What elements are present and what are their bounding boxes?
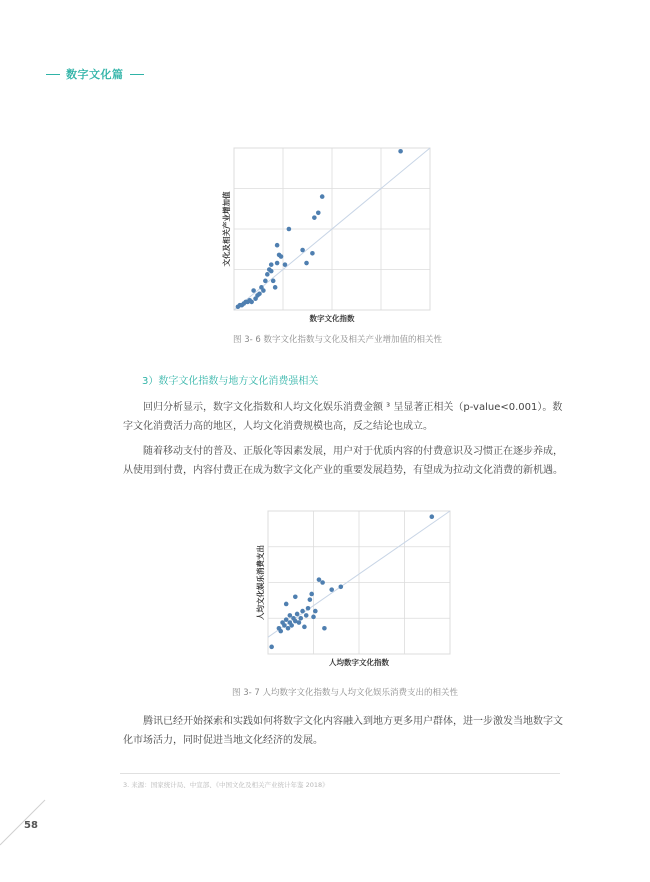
- header-title: 数字文化篇: [66, 68, 124, 81]
- data-point: [279, 254, 284, 259]
- paragraph-1: 回归分析显示，数字文化指数和人均文化娱乐消费金额 ³ 呈显著正相关（p-value<0.001）。数字文化消费活力高的地区，人均文化消费规模也高，反之结论也成立。: [123, 402, 563, 432]
- figure-caption-2: 图 3- 7 人均数字文化指数与人均文化娱乐消费支出的相关性: [232, 688, 458, 698]
- data-point: [263, 279, 268, 284]
- data-point: [282, 623, 287, 628]
- data-point: [261, 288, 266, 293]
- data-point: [304, 261, 309, 266]
- data-point: [306, 606, 311, 611]
- data-point: [295, 612, 300, 617]
- data-point: [289, 623, 294, 628]
- data-point: [309, 592, 314, 597]
- y-axis-label: 人均文化娱乐消费支出: [256, 545, 265, 620]
- page-number: 58: [24, 820, 38, 831]
- data-point: [265, 272, 270, 277]
- data-point: [269, 262, 274, 267]
- data-point: [398, 149, 403, 154]
- data-point: [293, 595, 298, 600]
- data-point: [284, 617, 289, 622]
- data-point: [310, 251, 315, 256]
- data-point: [312, 215, 317, 220]
- data-point: [317, 577, 322, 582]
- section-heading: 3）数字文化指数与地方文化消费强相关: [142, 376, 319, 387]
- data-point: [287, 227, 292, 232]
- data-point: [298, 616, 303, 621]
- data-point: [311, 615, 316, 620]
- figure-caption-1: 图 3- 6 数字文化指数与文化及相关产业增加值的相关性: [233, 335, 442, 345]
- paragraph-2: 随着移动支付的普及、正版化等因素发展，用户对于优质内容的付费意识及习惯正在逐步养成，从使用到付费，内容付费正在成为数字文化产业的重要发展趋势，有望成为拉动文化消费的新机遇。: [123, 446, 563, 476]
- data-point: [271, 279, 276, 284]
- data-point: [300, 248, 305, 253]
- paragraph-3: 腾讯已经开始探索和实践如何将数字文化内容融入到地方更多用户群体，进一步激发当地数字文化市场活力，同时促进当地文化经济的发展。: [123, 716, 563, 746]
- scatter-chart-2: [230, 508, 460, 678]
- scatter-chart-1: [200, 145, 440, 330]
- data-point: [302, 625, 307, 630]
- data-point: [320, 580, 325, 585]
- x-axis-label: 人均数字文化指数: [329, 658, 389, 667]
- data-point: [278, 629, 283, 634]
- header-dash-right: [130, 74, 144, 75]
- data-point: [300, 609, 305, 614]
- data-point: [430, 514, 435, 519]
- footnote: 3. 来源：国家统计局、中宣部、《中国文化及相关产业统计年鉴 2018》: [123, 781, 329, 789]
- data-point: [269, 269, 274, 274]
- data-point: [284, 602, 289, 607]
- data-point: [329, 587, 334, 592]
- data-point: [283, 262, 288, 267]
- data-point: [249, 300, 254, 305]
- data-point: [269, 645, 274, 650]
- data-point: [273, 285, 278, 290]
- data-point: [275, 261, 280, 266]
- x-axis-label: 数字文化指数: [309, 314, 355, 323]
- footnote-divider: [120, 773, 560, 774]
- section-header: [46, 66, 144, 82]
- data-point: [320, 194, 325, 199]
- data-point: [308, 597, 313, 602]
- data-point: [322, 626, 327, 631]
- data-point: [339, 584, 344, 589]
- data-point: [297, 620, 302, 625]
- data-point: [316, 211, 321, 216]
- data-point: [275, 243, 280, 248]
- data-point: [313, 609, 318, 614]
- data-point: [304, 613, 309, 618]
- data-point: [257, 292, 262, 297]
- header-dash-left: [46, 74, 60, 75]
- data-point: [251, 288, 256, 293]
- data-point: [288, 613, 293, 618]
- data-point: [286, 626, 291, 631]
- y-axis-label: 文化及相关产业增加值: [222, 191, 231, 267]
